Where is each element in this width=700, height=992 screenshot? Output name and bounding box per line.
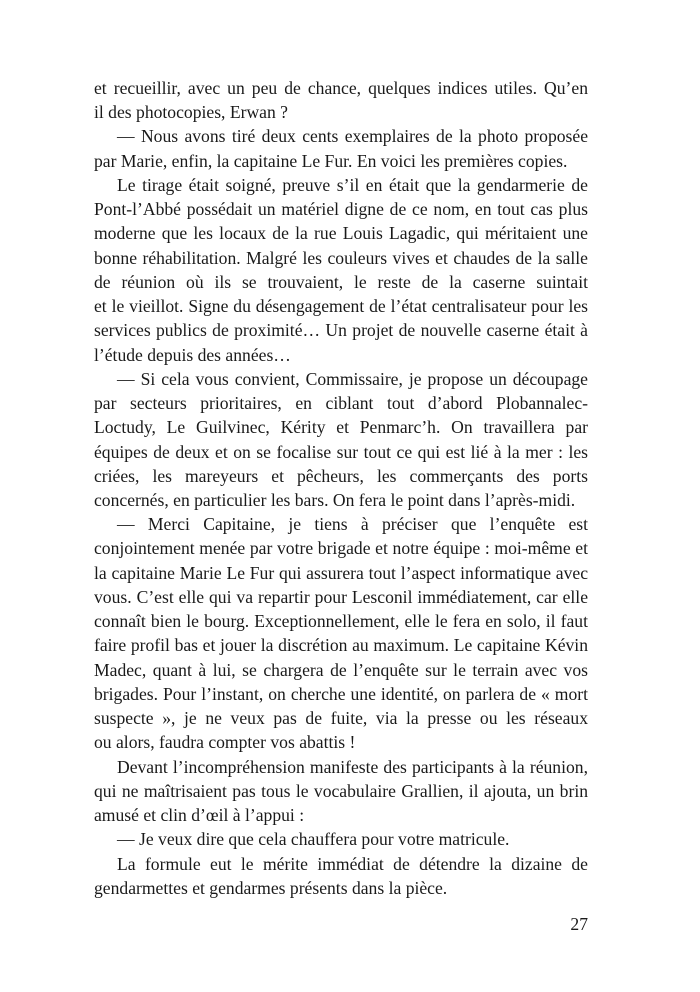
text-line: brigades. Pour l’instant, on cherche une identité, on parlera de « mort	[94, 683, 588, 704]
text-line: et le vieillot. Signe du désengagement de l’état centralisateur pour les	[94, 296, 588, 317]
text-line: conjointement menée par votre brigade et notre équipe : moi-même et	[94, 538, 588, 559]
text-line: par secteurs prioritaires, en ciblant tout d’abord Plobannalec-	[94, 393, 588, 414]
text-line: équipes de deux et on se focalise sur tout ce qui est lié à la mer : les	[94, 441, 588, 462]
text-line: par Marie, enfin, la capitaine Le Fur. En voici les premières copies.	[94, 150, 568, 171]
text-line: services publics de proximité… Un projet de nouvelle caserne était à	[94, 320, 588, 341]
text-line: connaît bien le bourg. Exceptionnellement, elle le fera en solo, il faut	[94, 611, 588, 632]
text-line: Pont-l’Abbé possédait un matériel digne de ce nom, en tout cas plus	[94, 199, 588, 220]
text-line: de réunion où ils se trouvaient, le reste de la caserne suintait	[94, 271, 588, 292]
text-line: Madec, quant à lui, se chargera de l’enquête sur le terrain avec vos	[94, 659, 588, 680]
text-line: qui ne maîtrisaient pas tous le vocabulaire Grallien, il ajouta, un brin	[94, 780, 588, 801]
text-line: Le tirage était soigné, preuve s’il en était que la gendarmerie de	[117, 174, 588, 195]
text-line: La formule eut le mérite immédiat de détendre la dizaine de	[117, 853, 588, 874]
text-line: Loctudy, Le Guilvinec, Kérity et Penmarc’h. On travaillera par	[94, 417, 588, 438]
text-line: — Je veux dire que cela chauffera pour votre matricule.	[117, 829, 510, 850]
page-number: 27	[570, 914, 588, 934]
text-line: moderne que les locaux de la rue Louis Lagadic, qui méritaient une	[94, 223, 588, 244]
text-line: Devant l’incompréhension manifeste des participants à la réunion,	[117, 756, 588, 777]
text-line: bonne réhabilitation. Malgré les couleurs vives et chaudes de la salle	[94, 247, 588, 268]
text-line: suspecte », je ne veux pas de fuite, via la presse ou les réseaux	[94, 708, 588, 729]
page-body	[94, 76, 588, 900]
text-line: la capitaine Marie Le Fur qui assurera tout l’aspect informatique avec	[94, 562, 588, 583]
text-line: ou alors, faudra compter vos abattis !	[94, 732, 356, 753]
text-line: l’étude depuis des années…	[94, 344, 291, 365]
text-line: — Nous avons tiré deux cents exemplaires de la photo proposée	[117, 126, 588, 147]
text-line: — Si cela vous convient, Commissaire, je propose un découpage	[117, 368, 588, 389]
text-line: vous. C’est elle qui va repartir pour Lesconil immédiatement, car elle	[94, 586, 588, 607]
text-line: il des photocopies, Erwan ?	[94, 102, 288, 123]
text-line: criées, les mareyeurs et pêcheurs, les commerçants des ports	[94, 465, 588, 486]
text-line: gendarmettes et gendarmes présents dans la pièce.	[94, 877, 448, 898]
text-line: faire profil bas et jouer la discrétion au maximum. Le capitaine Kévin	[94, 635, 588, 656]
text-line: amusé et clin d’œil à l’appui :	[94, 805, 305, 826]
text-line: — Merci Capitaine, je tiens à préciser que l’enquête est	[117, 514, 588, 535]
text-line: et recueillir, avec un peu de chance, quelques indices utiles. Qu’en	[94, 78, 588, 98]
text-line: concernés, en particulier les bars. On fera le point dans l’après-midi.	[94, 489, 576, 510]
